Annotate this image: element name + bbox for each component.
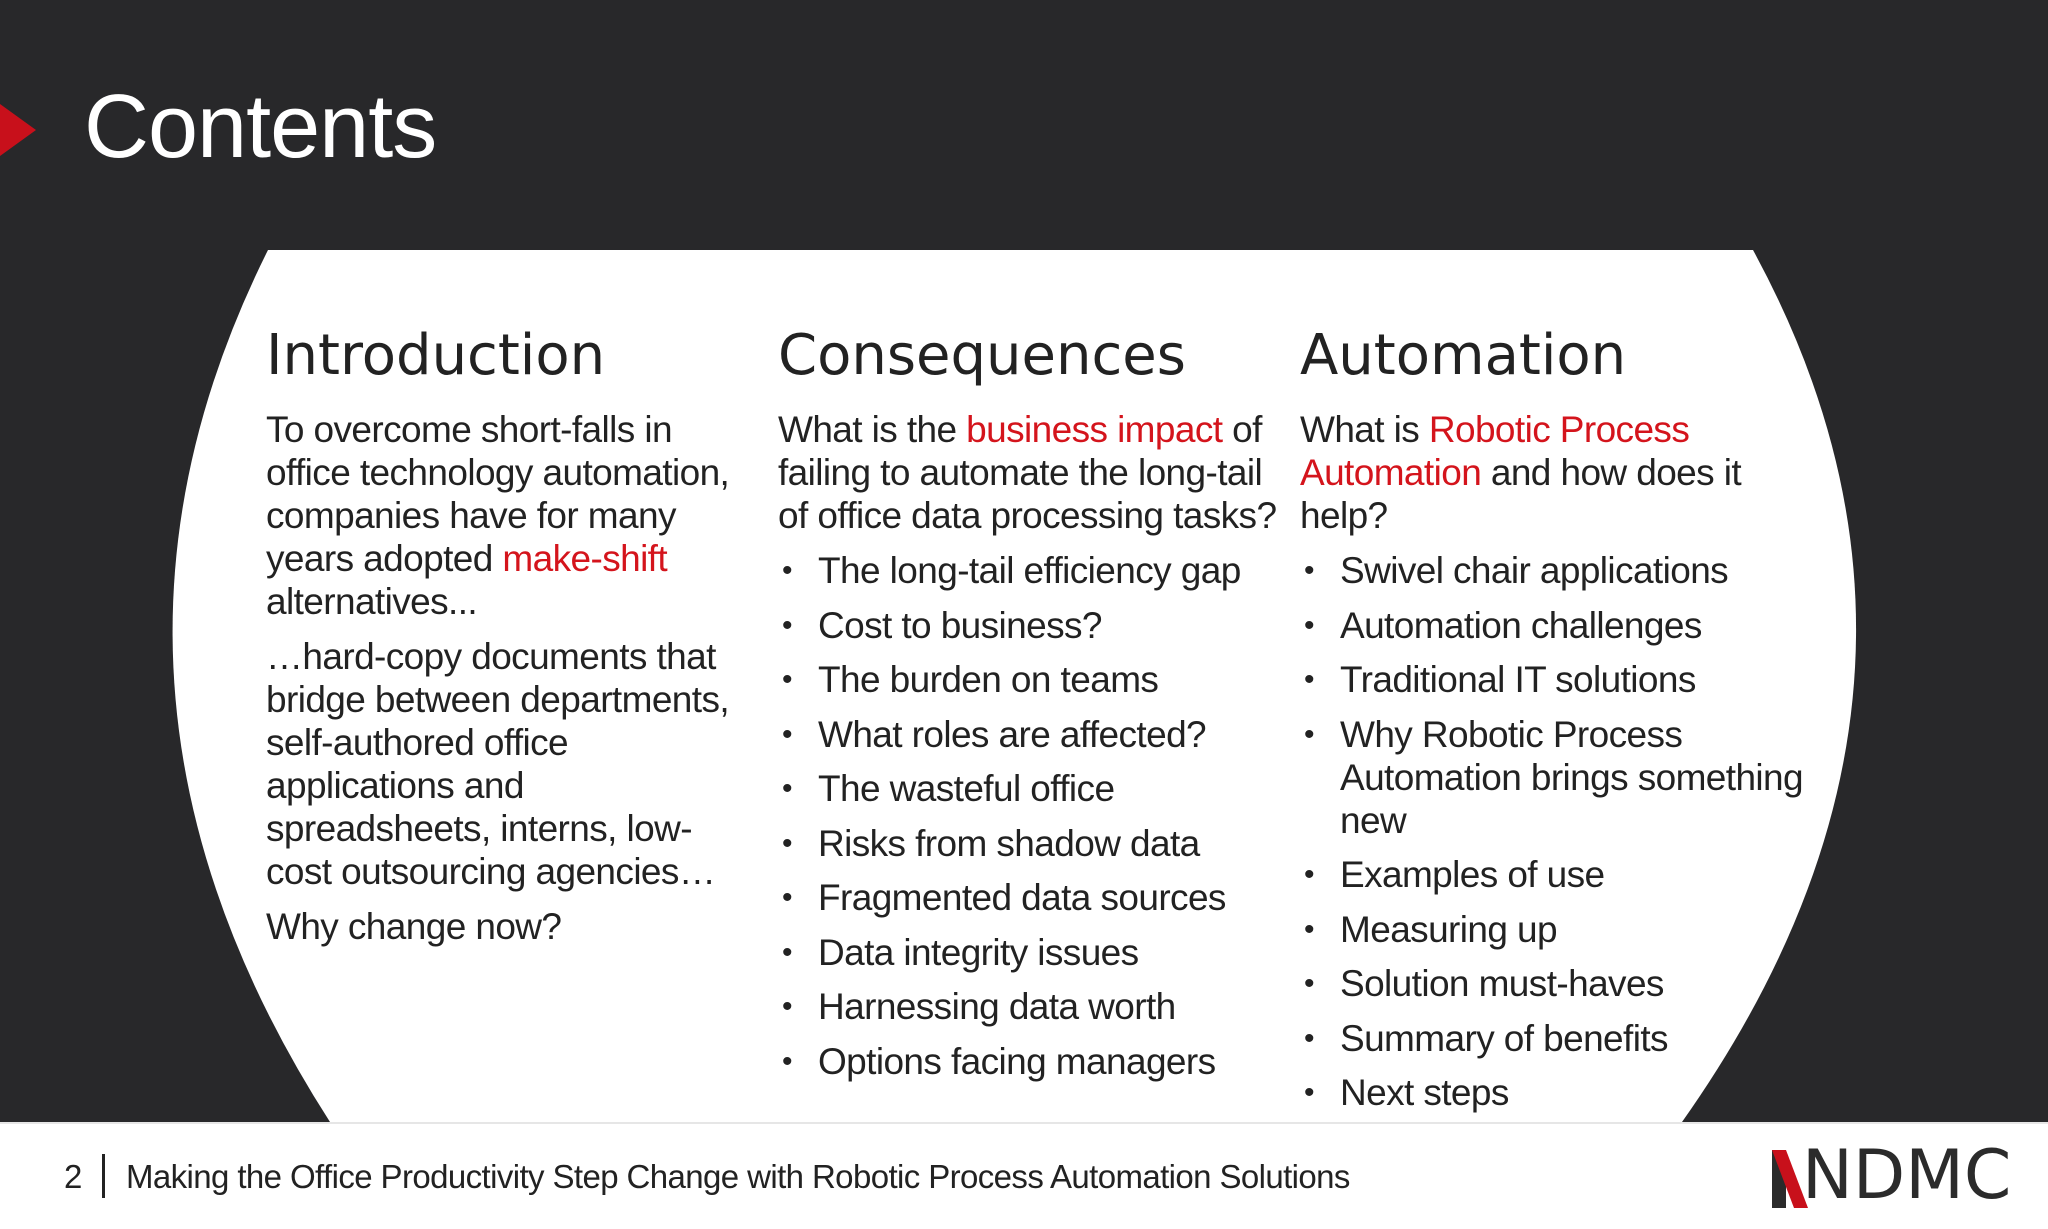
bullet-icon: • <box>1304 858 1314 891</box>
list-item <box>1300 604 1820 647</box>
bullet-icon: • <box>1304 912 1314 946</box>
title-marker-arrow <box>0 104 36 156</box>
bullet-icon: • <box>1304 967 1314 1000</box>
bullet-icon: • <box>1304 1076 1314 1109</box>
bullet-icon: • <box>782 554 792 587</box>
introduction-column <box>266 318 756 948</box>
list-item-label: The burden on teams <box>818 659 1159 700</box>
list-item-label: Solution must-haves <box>1340 963 1664 1004</box>
automation-list <box>1300 549 1820 1114</box>
list-item-label: Cost to business? <box>818 604 1102 646</box>
consequences-intro-text-end: of failing to automate the long-tail of office data processing tasks? <box>778 409 1277 536</box>
list-item <box>1300 713 1820 842</box>
list-item <box>1300 1017 1820 1060</box>
bullet-icon: • <box>782 935 792 969</box>
list-item <box>1300 549 1820 592</box>
list-item-label: Traditional IT solutions <box>1340 659 1696 700</box>
automation-intro <box>1300 408 1820 537</box>
list-item <box>778 931 1278 974</box>
list-item <box>778 876 1278 919</box>
slide-title: Contents <box>84 77 437 177</box>
list-item-label: Harnessing data worth <box>818 986 1176 1027</box>
list-item-label: Fragmented data sources <box>818 877 1226 918</box>
bullet-icon: • <box>1304 1021 1314 1055</box>
list-item-label: Next steps <box>1340 1072 1509 1113</box>
introduction-heading: Introduction <box>266 323 606 388</box>
automation-intro-highlight: Robotic Process Automation <box>1300 409 1690 493</box>
bullet-icon: • <box>782 772 792 805</box>
list-item-label: The long-tail efficiency gap <box>818 550 1241 591</box>
list-item <box>778 1040 1278 1083</box>
bullet-icon: • <box>782 663 792 696</box>
introduction-paragraph-3: Why change now? <box>266 906 562 947</box>
consequences-heading: Consequences <box>778 323 1186 388</box>
list-item <box>1300 1071 1820 1114</box>
page-number: 2 <box>64 1158 83 1195</box>
consequences-list <box>778 549 1278 1083</box>
bullet-icon: • <box>782 881 792 914</box>
list-item <box>778 713 1278 756</box>
list-item <box>778 985 1278 1028</box>
footer-separator <box>102 1154 105 1198</box>
list-item <box>778 767 1278 810</box>
bullet-icon: • <box>1304 663 1314 696</box>
list-item-label: The wasteful office <box>818 768 1115 809</box>
bullet-icon: • <box>782 826 792 860</box>
bullet-icon: • <box>1304 717 1314 751</box>
list-item <box>1300 853 1820 896</box>
automation-intro-text: What is <box>1300 409 1429 450</box>
automation-heading: Automation <box>1300 323 1627 388</box>
automation-intro-text-end: and how does it help? <box>1300 452 1742 536</box>
list-item <box>1300 658 1820 701</box>
consequences-column <box>778 318 1278 1094</box>
consequences-intro-highlight: business impact <box>966 409 1223 450</box>
list-item-label: Risks from shadow data <box>818 822 1200 864</box>
list-item-label: Why Robotic Process Automation brings something new <box>1340 713 1804 841</box>
list-item-label: Options facing managers <box>818 1040 1216 1082</box>
list-item-label: Automation challenges <box>1340 604 1702 646</box>
introduction-paragraph-1 <box>266 408 756 623</box>
introduction-p1-text: To overcome short-falls in office technology automation, companies have for many years adopted <box>266 409 730 579</box>
consequences-intro <box>778 408 1278 537</box>
list-item-label: Data integrity issues <box>818 931 1139 973</box>
list-item-label: Measuring up <box>1340 908 1557 950</box>
list-item <box>778 658 1278 701</box>
bullet-icon: • <box>1304 608 1314 642</box>
bullet-icon: • <box>782 717 792 751</box>
document-title: Making the Office Productivity Step Change with Robotic Process Automation Solutions <box>126 1158 1350 1195</box>
bullet-icon: • <box>782 990 792 1023</box>
consequences-intro-text: What is the <box>778 409 967 450</box>
list-item <box>778 822 1278 865</box>
list-item-label: Examples of use <box>1340 854 1605 895</box>
list-item <box>1300 908 1820 951</box>
automation-column <box>1300 318 1820 1126</box>
bullet-icon: • <box>1304 554 1314 587</box>
introduction-p1-highlight: make-shift <box>502 538 668 579</box>
logo-text: NDMC <box>1802 1136 2012 1215</box>
list-item <box>778 604 1278 647</box>
list-item-label: What roles are affected? <box>818 713 1207 755</box>
bullet-icon: • <box>782 1044 792 1078</box>
list-item-label: Summary of benefits <box>1340 1017 1668 1059</box>
list-item-label: Swivel chair applications <box>1340 550 1729 591</box>
introduction-paragraph-2: …hard-copy documents that bridge between departments, self-authored office applications and spreadsheets, interns, low-cost outsourcing agencies… <box>266 636 730 892</box>
list-item <box>778 549 1278 592</box>
list-item <box>1300 962 1820 1005</box>
introduction-p1-text-end: alternatives... <box>266 581 478 622</box>
footer-divider-line <box>0 1122 2048 1124</box>
ndmc-logo <box>1772 1136 2018 1215</box>
bullet-icon: • <box>782 608 792 642</box>
